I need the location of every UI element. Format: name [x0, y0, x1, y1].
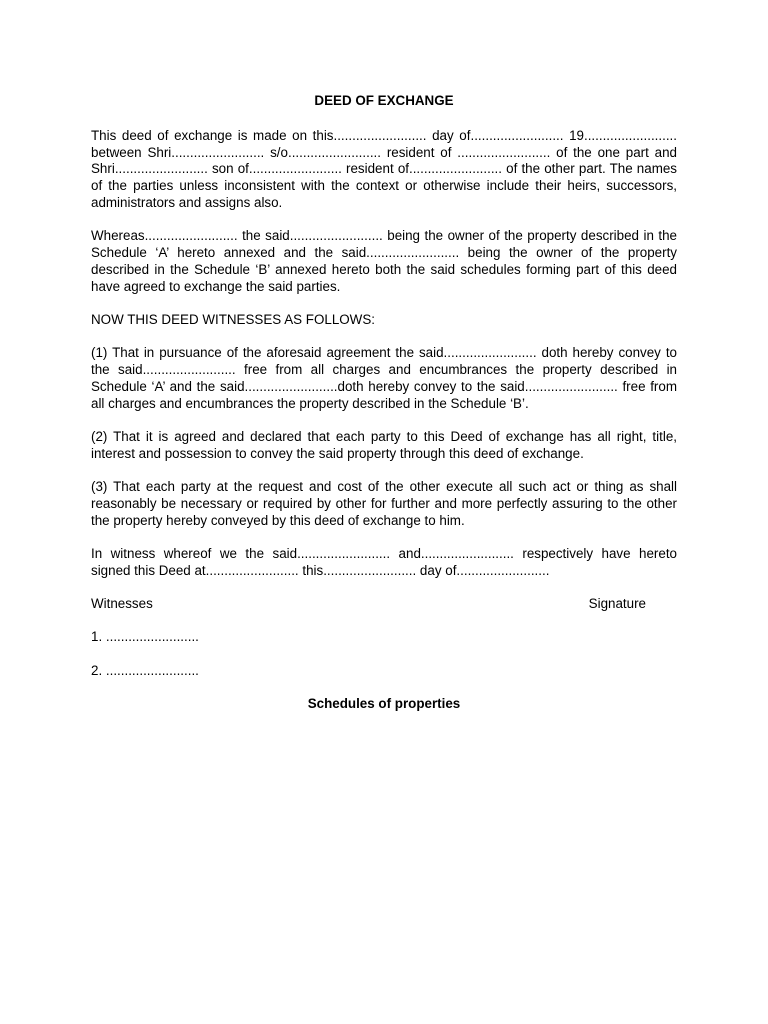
clause-1-paragraph: (1) That in pursuance of the aforesaid agreement the said......................... doth hereby convey to the said......................... free from all charges and encumbrances the property described in Schedule ‘A’ and the said.........................doth hereby convey to the said......................... free from all charges and encumbrances the property described in the Schedule ‘B’.	[91, 345, 677, 411]
signature-label: Signature	[588, 596, 646, 612]
witness-line-2: 2. .........................	[91, 662, 199, 678]
document-page	[91, 93, 677, 713]
document-title: DEED OF EXCHANGE	[314, 93, 454, 108]
clause-3-paragraph: (3) That each party at the request and cost of the other execute all such act or thing as shall reasonably be necessary or required by other for further and more perfectly assuring to the other the property hereby conveyed by this deed of exchange to him.	[91, 479, 677, 528]
clause-2-paragraph: (2) That it is agreed and declared that each party to this Deed of exchange has all right, title, interest and possession to convey the said property through this deed of exchange.	[91, 428, 677, 461]
witnesses-heading: NOW THIS DEED WITNESSES AS FOLLOWS:	[91, 311, 375, 327]
schedule-title: Schedules of properties	[307, 695, 461, 711]
witness-line-1: 1. .........................	[91, 629, 199, 645]
witness-signature-row	[91, 596, 677, 613]
in-witness-paragraph: In witness whereof we the said......................... and......................... respectively have hereto signed this Deed at......................... this......................... day of.........................	[91, 545, 677, 578]
whereas-paragraph: Whereas......................... the said......................... being the owner of the property described in the Schedule ‘A’ hereto annexed and the said......................... being the owner of the property described in the Schedule ‘B’ annexed hereto both the said schedules forming part of this deed have agreed to exchange the said parties.	[91, 228, 677, 294]
intro-paragraph: This deed of exchange is made on this......................... day of......................... 19......................... between Shri......................... s/o......................... resident of ......................... of the one part and Shri......................... son of......................... resident of......................... of the other part. The names of the parties unless inconsistent with the context or otherwise include their heirs, successors, administrators and assigns also.	[91, 127, 677, 210]
witnesses-label: Witnesses	[91, 596, 153, 612]
